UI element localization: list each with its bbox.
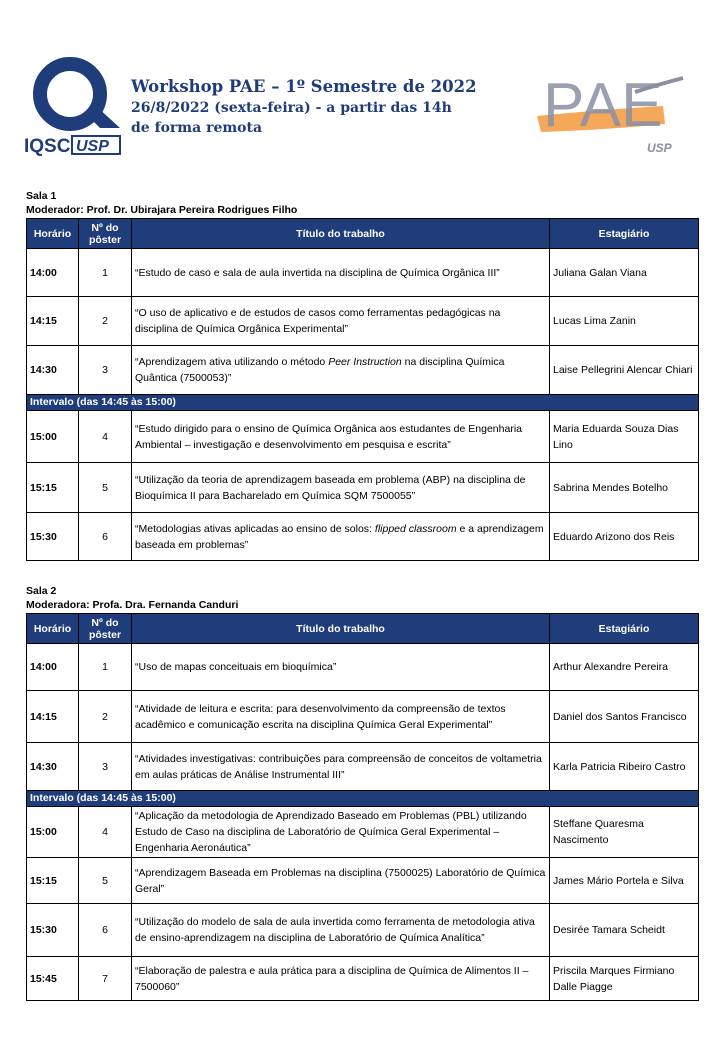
row-intern: Lucas Lima Zanin <box>550 297 699 346</box>
row-num: 1 <box>79 249 132 297</box>
col-intern: Estagiário <box>550 219 699 249</box>
sala2-moderator: Moderadora: Profa. Dra. Fernanda Canduri <box>26 599 239 611</box>
row-intern: Desirée Tamara Scheidt <box>550 904 699 957</box>
table-row <box>27 463 699 513</box>
table-row <box>27 346 699 395</box>
row-title: “Utilização do modelo de sala de aula invertida como ferramenta de metodologia ativa de ensino-aprendizagem na disciplina de Laboratório de Química Analítica” <box>132 904 550 957</box>
row-title: “Uso de mapas conceituais em bioquímica” <box>132 644 550 691</box>
row-num: 2 <box>79 691 132 743</box>
sala1-table <box>26 218 699 561</box>
row-num: 5 <box>79 858 132 904</box>
table-row <box>27 513 699 561</box>
row-num: 6 <box>79 904 132 957</box>
row-intern: Laise Pellegrini Alencar Chiari <box>550 346 699 395</box>
iqsc-usp-logo <box>22 54 126 158</box>
break-label: Intervalo (das 14:45 às 15:00) <box>27 395 699 411</box>
event-mode: de forma remota <box>131 120 263 136</box>
row-time: 14:00 <box>27 644 79 691</box>
row-title: “Atividade de leitura e escrita: para desenvolvimento da compreensão de textos acadêmico e comunicação escrita na disciplina Química Geral Experimental” <box>132 691 550 743</box>
col-title: Título do trabalho <box>132 219 550 249</box>
row-num: 5 <box>79 463 132 513</box>
row-time: 14:30 <box>27 743 79 791</box>
event-date: 26/8/2022 (sexta-feira) - a partir das 14h <box>131 100 452 116</box>
row-num: 1 <box>79 644 132 691</box>
row-title: “Aprendizagem Baseada em Problemas na disciplina (7500025) Laboratório de Química Geral” <box>132 858 550 904</box>
table-row <box>27 957 699 1001</box>
row-title: “Aprendizagem ativa utilizando o método Peer Instruction na disciplina Química Quântica (7500053)” <box>132 346 550 395</box>
row-title: “O uso de aplicativo e de estudos de casos como ferramentas pedagógicas na disciplina de Química Orgânica Experimental” <box>132 297 550 346</box>
row-time: 15:30 <box>27 904 79 957</box>
iqsc-text: IQSC <box>24 136 71 157</box>
row-intern: Karla Patricia Ribeiro Castro <box>550 743 699 791</box>
row-intern: Maria Eduarda Souza Dias Lino <box>550 411 699 463</box>
row-num: 6 <box>79 513 132 561</box>
table-row <box>27 807 699 858</box>
sala1-moderator: Moderador: Prof. Dr. Ubirajara Pereira Rodrigues Filho <box>26 204 298 216</box>
row-title: “Estudo dirigido para o ensino de Química Orgânica aos estudantes de Engenharia Ambiental – investigação e desenvolvimento em pesquisa e escrita” <box>132 411 550 463</box>
row-intern: Steffane Quaresma Nascimento <box>550 807 699 858</box>
row-intern: Arthur Alexandre Pereira <box>550 644 699 691</box>
table-row <box>27 411 699 463</box>
pae-text: PAE <box>543 71 663 140</box>
row-title: “Metodologias ativas aplicadas ao ensino de solos: flipped classroom e a aprendizagem baseada em problemas” <box>132 513 550 561</box>
row-title: “Aplicação da metodologia de Aprendizado Baseado em Problemas (PBL) utilizando Estudo de Caso na disciplina de Laboratório de Química Geral Experimental – Engenharia Aeronáutica” <box>132 807 550 858</box>
row-time: 15:30 <box>27 513 79 561</box>
row-title: “Elaboração de palestra e aula prática para a disciplina de Química de Alimentos II – 7500060” <box>132 957 550 1001</box>
row-time: 15:00 <box>27 411 79 463</box>
table-row <box>27 644 699 691</box>
row-time: 14:30 <box>27 346 79 395</box>
row-time: 14:00 <box>27 249 79 297</box>
row-time: 14:15 <box>27 691 79 743</box>
col-title: Título do trabalho <box>132 614 550 644</box>
break-label: Intervalo (das 14:45 às 15:00) <box>27 791 699 807</box>
row-intern: Sabrina Mendes Botelho <box>550 463 699 513</box>
row-title: “Utilização da teoria de aprendizagem baseada em problema (ABP) na disciplina de Bioquímica II para Bacharelado em Química SQM 7500055” <box>132 463 550 513</box>
row-time: 15:45 <box>27 957 79 1001</box>
row-intern: Juliana Galan Viana <box>550 249 699 297</box>
sala1-label: Sala 1 <box>26 190 57 202</box>
table-row <box>27 297 699 346</box>
table-row <box>27 743 699 791</box>
col-num: Nº do pôster <box>79 219 132 249</box>
row-intern: Priscila Marques Firmiano Dalle Piagge <box>550 957 699 1001</box>
row-num: 4 <box>79 807 132 858</box>
row-title: “Estudo de caso e sala de aula invertida na disciplina de Química Orgânica III” <box>132 249 550 297</box>
col-intern: Estagiário <box>550 614 699 644</box>
pae-usp-text: USP <box>647 141 672 155</box>
row-intern: James Mário Portela e Silva <box>550 858 699 904</box>
row-time: 15:00 <box>27 807 79 858</box>
row-time: 14:15 <box>27 297 79 346</box>
row-time: 15:15 <box>27 858 79 904</box>
break-row <box>27 395 699 411</box>
col-num: Nº do pôster <box>79 614 132 644</box>
header-text <box>131 76 477 138</box>
break-row <box>27 791 699 807</box>
row-title: “Atividades investigativas: contribuições para compreensão de conceitos de voltametria em aulas práticas de Análise Instrumental III” <box>132 743 550 791</box>
table-row <box>27 691 699 743</box>
row-num: 4 <box>79 411 132 463</box>
pae-logo <box>535 66 685 158</box>
table-row <box>27 904 699 957</box>
table-row <box>27 249 699 297</box>
sala2-table <box>26 613 699 1001</box>
page-title: Workshop PAE – 1º Semestre de 2022 <box>131 77 477 96</box>
table-header <box>27 614 699 644</box>
sala2-label: Sala 2 <box>26 585 57 597</box>
col-time: Horário <box>27 219 79 249</box>
table-header <box>27 219 699 249</box>
row-num: 3 <box>79 346 132 395</box>
row-num: 7 <box>79 957 132 1001</box>
row-num: 2 <box>79 297 132 346</box>
row-intern: Daniel dos Santos Francisco <box>550 691 699 743</box>
table-row <box>27 858 699 904</box>
row-num: 3 <box>79 743 132 791</box>
col-time: Horário <box>27 614 79 644</box>
row-time: 15:15 <box>27 463 79 513</box>
row-intern: Eduardo Arizono dos Reis <box>550 513 699 561</box>
usp-text: USP <box>76 138 109 155</box>
